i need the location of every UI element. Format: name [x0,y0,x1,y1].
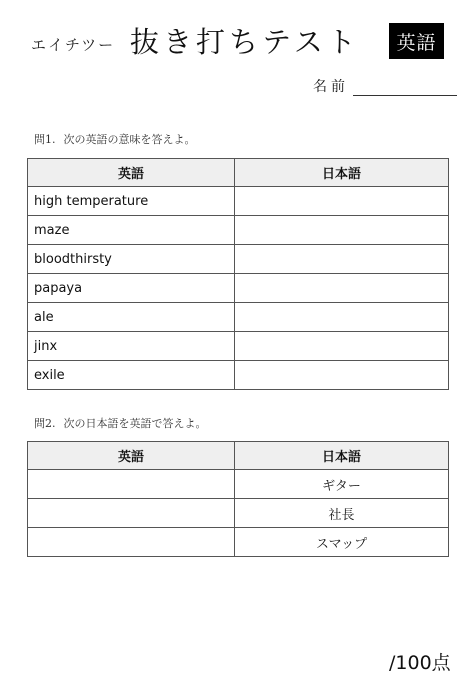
answer-cell[interactable] [235,303,449,332]
table-row [28,303,449,332]
table-row [28,332,449,361]
english-word: ale [28,303,235,332]
english-word: bloodthirsty [28,245,235,274]
question-2-instruction: 次の日本語を英語で答えよ。 [63,417,207,430]
table-header-row [28,159,449,187]
name-input-line[interactable] [353,79,457,96]
table-row [28,216,449,245]
question-1 [34,131,196,147]
question-2 [34,415,207,431]
table-row [28,187,449,216]
question-2-table [27,441,449,557]
japanese-word: スマップ [235,528,449,557]
answer-cell[interactable] [235,332,449,361]
english-word: exile [28,361,235,390]
table-row [28,499,449,528]
english-word: jinx [28,332,235,361]
answer-cell[interactable] [235,216,449,245]
page-title: 抜き打ちテスト [130,25,360,59]
table-row [28,245,449,274]
column-header-english: 英語 [28,159,235,187]
question-1-table [27,158,449,390]
column-header-english: 英語 [28,442,235,470]
name-label: 名前 [313,79,349,95]
brand-name: エイチツー [31,36,116,54]
table-row [28,470,449,499]
english-word: maze [28,216,235,245]
question-1-number: 問1. [34,133,56,146]
answer-cell[interactable] [235,274,449,303]
table-header-row [28,442,449,470]
question-1-instruction: 次の英語の意味を答えよ。 [63,133,196,146]
english-word: papaya [28,274,235,303]
table-row [28,274,449,303]
table-row [28,528,449,557]
english-word: high temperature [28,187,235,216]
column-header-japanese: 日本語 [235,442,449,470]
answer-cell[interactable] [235,187,449,216]
japanese-word: ギター [235,470,449,499]
answer-cell[interactable] [28,499,235,528]
table-row [28,361,449,390]
score-total: /100点 [389,652,451,674]
name-field [313,76,457,96]
column-header-japanese: 日本語 [235,159,449,187]
answer-cell[interactable] [28,528,235,557]
answer-cell[interactable] [28,470,235,499]
subject-badge: 英語 [389,23,444,59]
answer-cell[interactable] [235,245,449,274]
answer-cell[interactable] [235,361,449,390]
japanese-word: 社長 [235,499,449,528]
question-2-number: 問2. [34,417,56,430]
